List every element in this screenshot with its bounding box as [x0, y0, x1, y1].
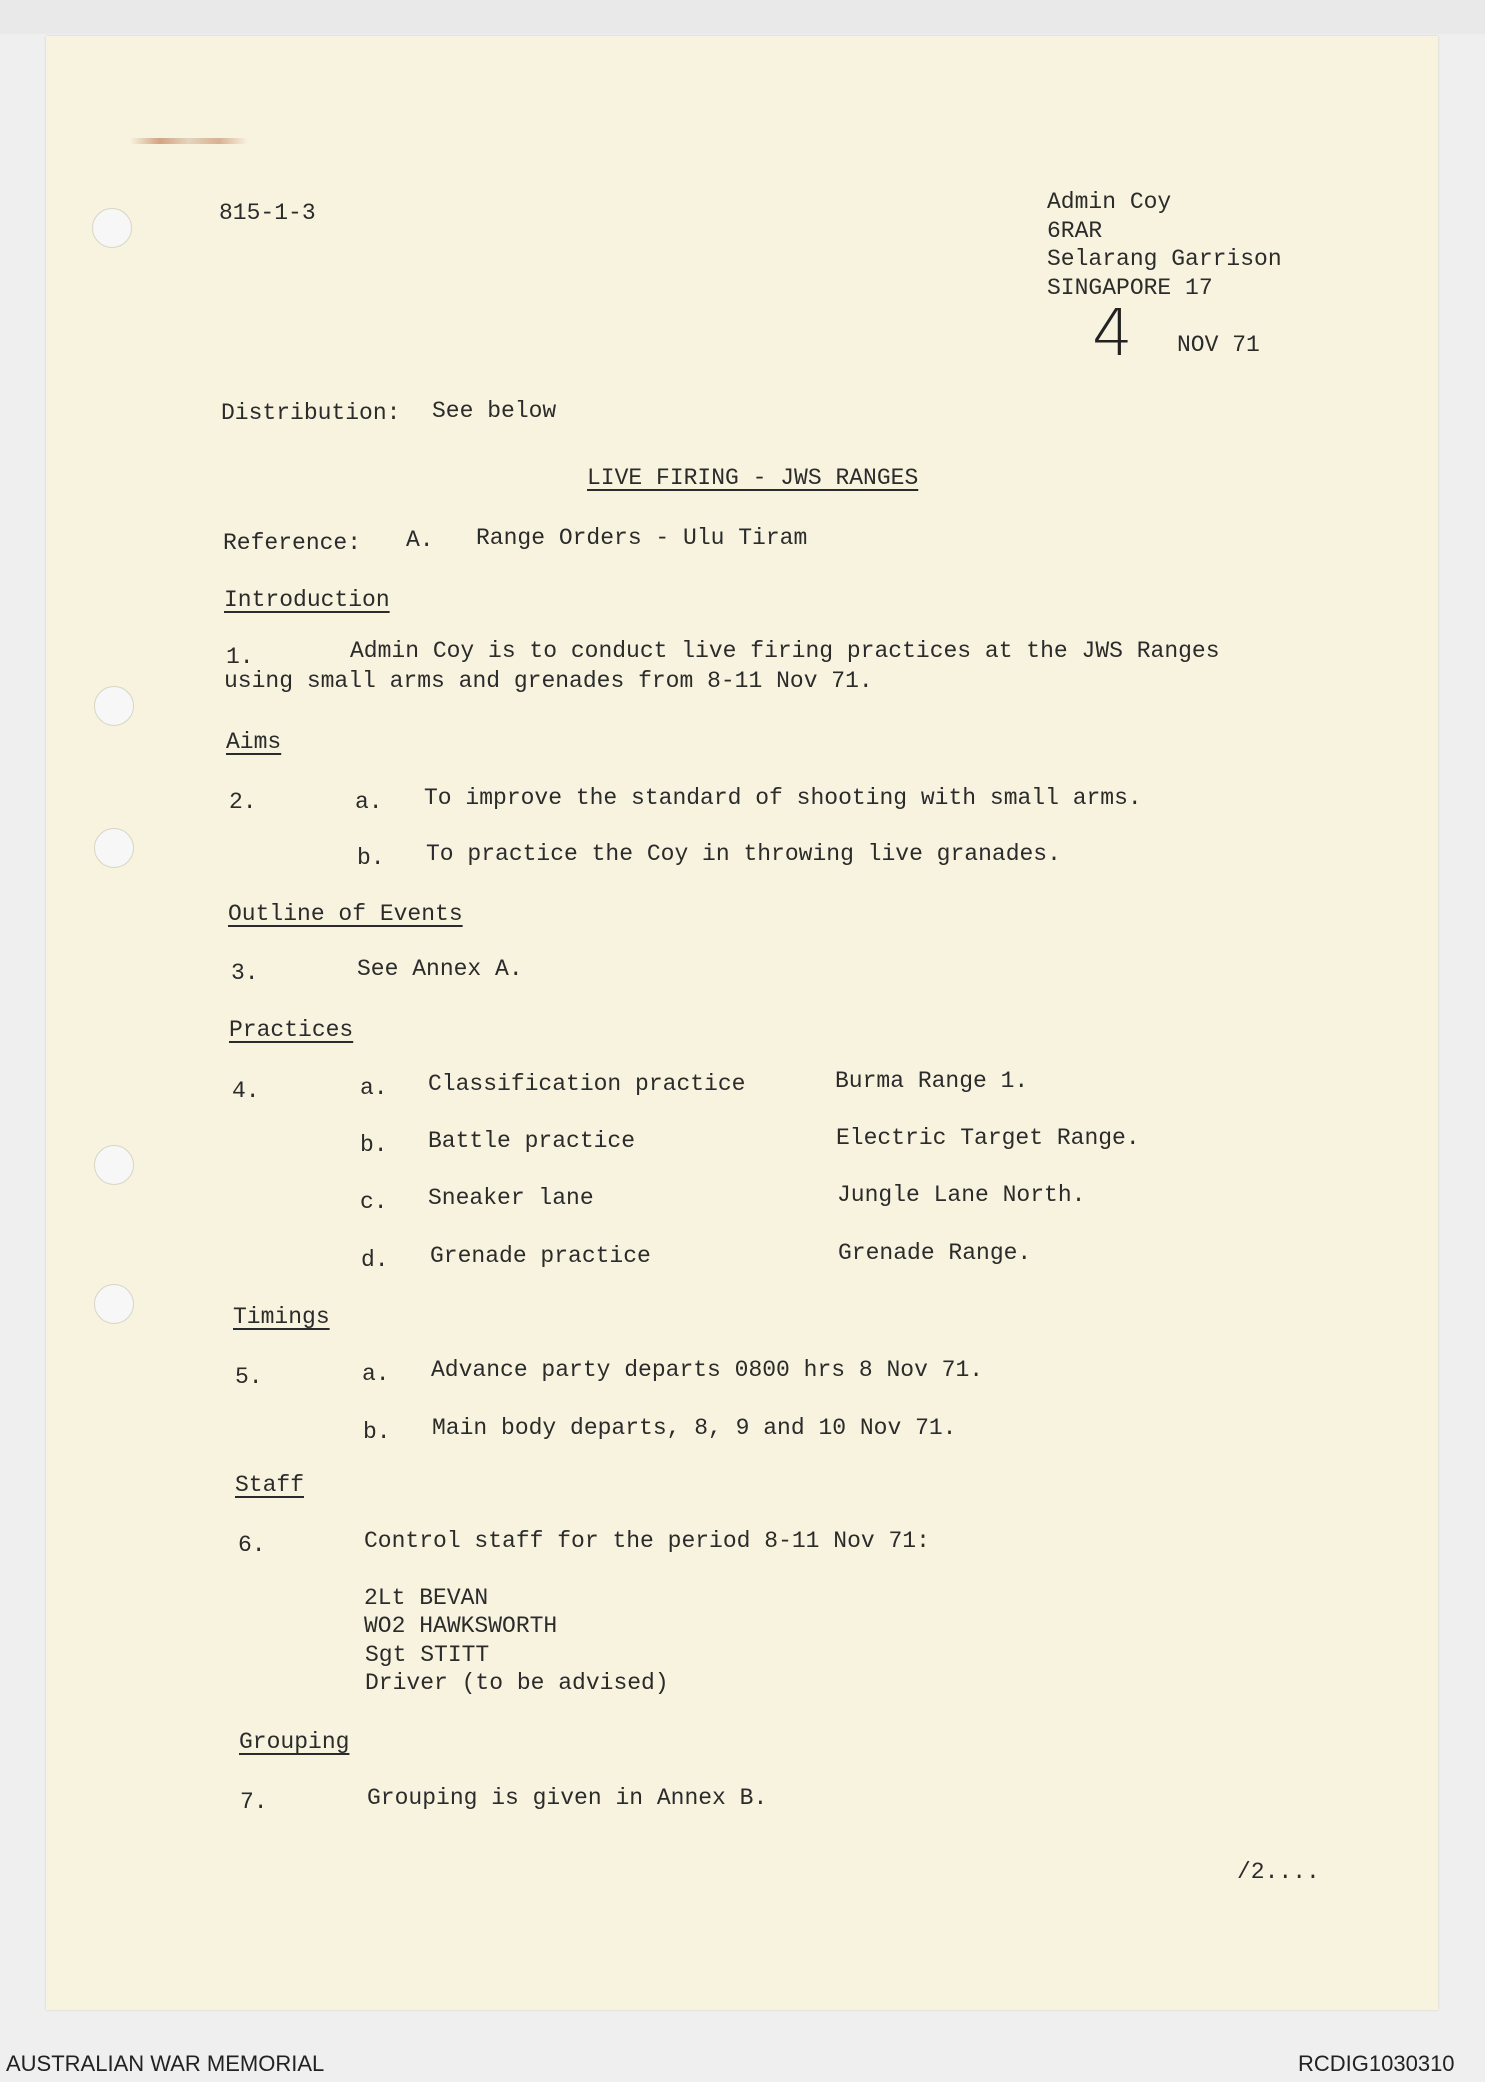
handwritten-date-day: 4 [1092, 297, 1133, 371]
practice-b-letter: b. [360, 1132, 388, 1158]
aim-a-letter: a. [355, 789, 383, 815]
punch-hole [94, 686, 134, 726]
aim-a-text: To improve the standard of shooting with small arms. [424, 785, 1142, 811]
distribution-value: See below [432, 398, 557, 424]
staff-heading: Staff [235, 1472, 305, 1498]
reference-text: Range Orders - Ulu Tiram [476, 525, 808, 551]
practice-d-range: Grenade Range. [838, 1240, 1032, 1266]
practices-heading: Practices [229, 1017, 354, 1043]
practice-a-name: Classification practice [428, 1071, 746, 1097]
sender-garrison: Selarang Garrison [1047, 246, 1282, 272]
practice-a-letter: a. [360, 1075, 388, 1101]
para-1-number: 1. [226, 644, 254, 670]
para-7-text: Grouping is given in Annex B. [367, 1785, 768, 1811]
distribution-label: Distribution: [221, 400, 401, 426]
practice-b-name: Battle practice [428, 1128, 636, 1154]
sender-city: SINGAPORE 17 [1047, 275, 1213, 301]
timing-a-letter: a. [362, 1361, 390, 1387]
practice-b-range: Electric Target Range. [836, 1125, 1140, 1151]
staff-member: WO2 HAWKSWORTH [364, 1613, 558, 1639]
para-2-number: 2. [229, 789, 257, 815]
aim-b-letter: b. [357, 845, 385, 871]
reference-label: Reference: [223, 530, 362, 556]
staff-member: 2Lt BEVAN [364, 1585, 489, 1611]
reference-letter: A. [406, 527, 434, 553]
file-reference: 815-1-3 [219, 200, 316, 226]
punch-hole [94, 1145, 134, 1185]
sender-battalion: 6RAR [1047, 218, 1103, 244]
introduction-heading: Introduction [224, 587, 390, 613]
punch-hole [92, 208, 132, 248]
document-title: LIVE FIRING - JWS RANGES [587, 465, 919, 491]
date-month-year: NOV 71 [1177, 332, 1260, 358]
timing-a-text: Advance party departs 0800 hrs 8 Nov 71. [431, 1357, 984, 1383]
para-5-number: 5. [235, 1364, 263, 1390]
punch-hole [94, 1284, 134, 1324]
para-1-line-1: Admin Coy is to conduct live firing practices at the JWS Ranges [350, 638, 1220, 664]
staff-member: Driver (to be advised) [365, 1670, 669, 1696]
para-3-text: See Annex A. [357, 956, 523, 982]
sender-unit: Admin Coy [1047, 189, 1172, 215]
staff-member: Sgt STITT [365, 1642, 490, 1668]
outline-heading: Outline of Events [228, 901, 463, 927]
para-1-line-2: using small arms and grenades from 8-11 Nov 71. [224, 668, 873, 694]
timing-b-text: Main body departs, 8, 9 and 10 Nov 71. [432, 1415, 957, 1441]
para-6-number: 6. [238, 1532, 266, 1558]
continuation-marker: /2.... [1237, 1859, 1320, 1885]
para-7-number: 7. [240, 1789, 268, 1815]
practice-c-name: Sneaker lane [428, 1185, 594, 1211]
staff-intro: Control staff for the period 8-11 Nov 71: [364, 1528, 930, 1554]
punch-hole [94, 828, 134, 868]
practice-a-range: Burma Range 1. [835, 1068, 1029, 1094]
footer-item-id: RCDIG1030310 [1298, 2051, 1455, 2076]
aims-heading: Aims [226, 729, 282, 755]
para-4-number: 4. [232, 1078, 260, 1104]
footer-archive-name: AUSTRALIAN WAR MEMORIAL [6, 2051, 325, 2076]
rust-stain [130, 138, 248, 144]
aim-b-text: To practice the Coy in throwing live granades. [426, 841, 1061, 867]
timings-heading: Timings [233, 1304, 330, 1330]
para-3-number: 3. [231, 960, 259, 986]
timing-b-letter: b. [363, 1419, 391, 1445]
practice-c-range: Jungle Lane North. [837, 1182, 1086, 1208]
practice-d-letter: d. [361, 1247, 389, 1273]
grouping-heading: Grouping [239, 1729, 350, 1755]
practice-d-name: Grenade practice [430, 1243, 651, 1269]
scan-background [0, 0, 1485, 34]
practice-c-letter: c. [360, 1189, 388, 1215]
